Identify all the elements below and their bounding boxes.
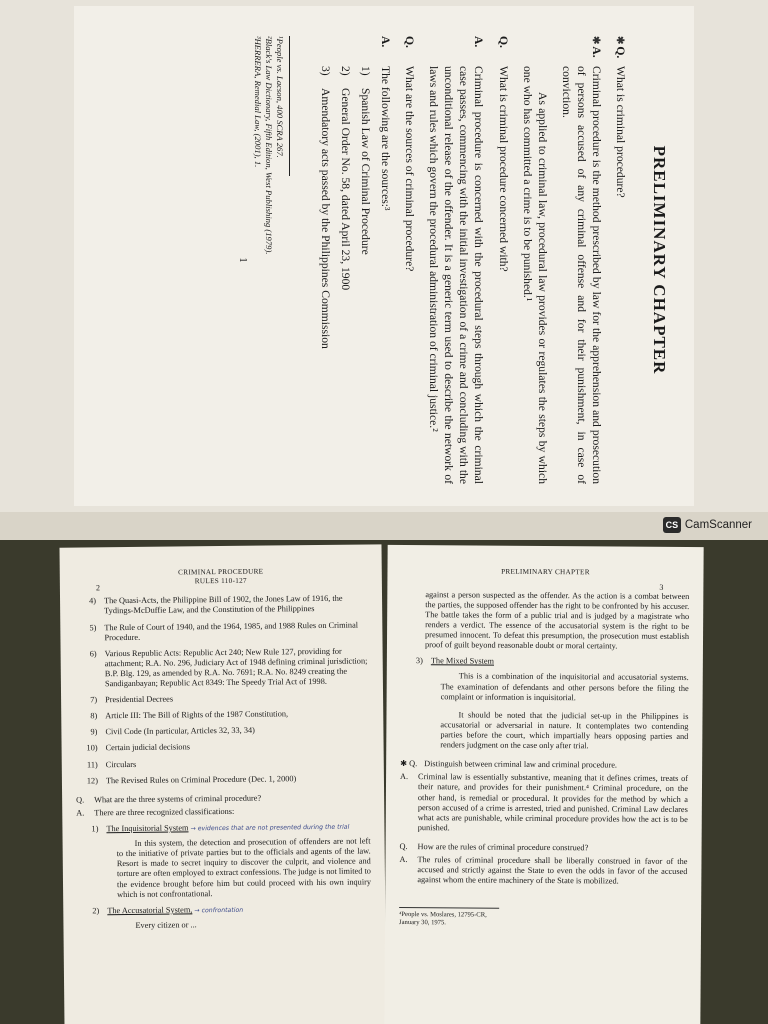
question-2: Q. What is criminal procedure concerned with?	[495, 36, 510, 484]
system-mixed-heading: 3) The Mixed System	[415, 656, 495, 666]
footnote: ²Black's Law Dictionary, Fifth Edition, West Publishing (1979).	[264, 36, 275, 255]
footnote: ⁴People vs. Moslares, 12795-CR, January 30, 1975.	[399, 907, 499, 928]
answer-1: ✱A. Criminal procedure is the method prescribed by law for the apprehension and prosecution of persons accused of any criminal offense and for their punishment, in case of conviction.	[559, 36, 603, 484]
question-2-text: What is criminal procedure concerned with?	[496, 66, 510, 272]
book-page-right	[384, 545, 703, 1024]
answer-2-text: Criminal procedure is concerned with the procedural steps through which the criminal case passes, commencing with the initial investigation of a crime and concluding with the unconditional release of the offender. It is a generic term used to describe the network of laws and rules which govern the procedural administration of criminal justice.²	[427, 66, 486, 484]
philippines-note: It should be noted that the judicial set-up in the Philippines is accusatorial or adversarial in nature. It contemplates two contending parties before the court, which impartially hears opposing parties and renders judgment on the case only after trial.	[440, 710, 689, 751]
inquisitorial-description: In this system, the detection and prosecution of offenders are not left to the initiative of private parties but to the officials and agents of the law. Resort is made to secret inquiry to discover the culprit, and violence and torture are often employed to extract confessions. The judge is not limited to the evidence brought before him but could proceed with his own inquiry which is not confrontational.	[116, 836, 372, 899]
footnote: ³HERRERA, Remedial Law, (2001), 1.	[253, 36, 264, 168]
answer-3-text: The following are the sources:³	[379, 66, 393, 211]
accusatorial-continued: against a person suspected as the offender. As the action is a combat between the parties, the supposed offender has the right to be confronted by his accuser. The battle takes the form of a public trial and is judged by a magistrate who renders a verdict. The essence of the accusatorial system is the right to be presumed innocent. To defeat this presumption, the prosecution must establish proof of guilt beyond reasonable doubt or moral certainty.	[424, 589, 690, 651]
question-4: Q. What are the three systems of criminal procedure?	[76, 793, 262, 805]
list-item: 8) Article III: The Bill of Rights of the 1987 Constitution,	[90, 709, 289, 721]
camscanner-logo-icon: CS	[663, 517, 681, 533]
list-item: 4) The Quasi-Acts, the Philippine Bill of 1902, the Jones Law of 1916, the Tydings-McDuffie Law, and the Constitution of the Philippines	[89, 594, 343, 616]
star-mark-icon: ✱	[613, 36, 625, 45]
page-number: 3	[659, 582, 664, 592]
answer-5: A. Criminal law is essentially substantive, meaning that it defines crimes, treats of their nature, and provides for their punishment.⁴ Criminal procedure, on the other hand, is remedial or procedural. It provides for the method by which a person accused of a crime is arrested, tried and punished. Criminal Law declares what acts are punishable, while criminal procedure provides how the act is to be punished.	[400, 772, 689, 833]
handwritten-note: → confrontation	[194, 906, 244, 915]
page-number: 2	[95, 583, 100, 593]
footnote: ¹People vs. Lacson, 400 SCRA 267.	[274, 36, 285, 158]
star-mark-icon: ✱	[400, 759, 408, 769]
list-item: 10) Certain judicial decisions	[86, 742, 190, 753]
accusatorial-description: Every citizen or ...	[135, 920, 197, 930]
answer-6: A. The rules of criminal procedure shall be liberally construed in favor of the accused and strictly against the State to even the odds in favor of the accused against whom the entire machinery of the State is mobilized.	[399, 855, 688, 886]
chapter-title: PRELIMINARY CHAPTER	[650, 145, 669, 375]
question-1-text: What is criminal procedure?	[613, 66, 627, 198]
footnote-divider	[289, 36, 290, 176]
list-item: 7) Presidential Decrees	[90, 694, 174, 705]
book-page-left	[59, 544, 386, 1024]
question-1: ✱Q. What is criminal procedure?	[613, 36, 628, 484]
running-head: PRELIMINARY CHAPTER	[501, 567, 590, 577]
list-item: 9) Civil Code (In particular, Articles 32, 33, 34)	[90, 726, 255, 737]
list-item: 1) Spanish Law of Criminal Procedure	[359, 66, 373, 255]
sources-continued-list	[74, 594, 370, 787]
list-item: 5) The Rule of Court of 1940, and the 1964, 1985, and 1988 Rules on Criminal Procedure.	[89, 620, 359, 642]
answer-2: A. Criminal procedure is concerned with the procedural steps through which the criminal case passes, commencing with the initial investigation of a crime and concluding with the unconditional release of the offender. It is a generic term used to describe the network of laws and rules which govern the procedural administration of criminal justice.²	[427, 36, 486, 484]
list-item: 3) Amendatory acts passed by the Philippines Commission	[318, 66, 332, 349]
paragraph-procedural-law: As applied to criminal law, procedural law provides or regulates the steps by which one who has committed a crime is to be punished.¹	[520, 66, 549, 484]
answer-4: A. There are three recognized classifications:	[76, 806, 235, 818]
camscanner-watermark	[663, 515, 752, 535]
question-5: ✱ Q. Distinguish between criminal law and criminal procedure.	[400, 759, 618, 770]
star-mark-icon: ✱	[589, 36, 601, 45]
page-number: 1	[236, 257, 248, 263]
system-inquisitorial-heading: 1) The Inquisitorial System → evidences that are not presented during the trial	[91, 823, 350, 834]
mixed-description: This is a combination of the inquisitorial and accusatorial systems. The examination of defendants and other persons before the filing the complaint or information is inquisitorial.	[440, 671, 689, 702]
list-item: 11) Circulars	[86, 759, 137, 770]
question-6: Q. How are the rules of criminal procedure construed?	[399, 841, 589, 853]
question-3: Q. What are the sources of criminal procedure?	[402, 36, 417, 484]
answer-1-text: Criminal procedure is the method prescribed by law for the apprehension and prosecution of persons accused of any criminal offense and for their punishment, in case of conviction.	[559, 66, 603, 484]
camscanner-label: CamScanner	[684, 519, 752, 531]
list-item: 2) General Order No. 58, dated April 23, 1900	[339, 66, 353, 291]
preliminary-chapter-page	[74, 6, 694, 506]
open-book-photo	[0, 540, 768, 1024]
answer-3: A. The following are the sources:³	[378, 36, 393, 484]
list-item: 6) Various Republic Acts: Republic Act 240; New Rule 127, providing for attachment; R.A. No. 296, Judiciary Act of 1948 defining criminal jurisdiction; B.P. Blg. 129, as amended by R.A. No. 7691; R.A. No. 8249 creating the Sandiganbayan; Republic Act 8349: The Speedy Trial Act of 1998.	[89, 646, 368, 689]
sources-list	[318, 66, 373, 484]
running-head: CRIMINAL PROCEDURE RULES 110-127	[178, 567, 264, 585]
handwritten-note: → evidences that are not presented during the trial	[190, 823, 350, 833]
system-accusatorial-heading: 2) The Accusatorial System, → confrontation	[92, 905, 244, 916]
list-item: 12) The Revised Rules on Criminal Procedure (Dec. 1, 2000)	[86, 773, 297, 786]
question-3-text: What are the sources of criminal procedure?	[403, 66, 417, 272]
